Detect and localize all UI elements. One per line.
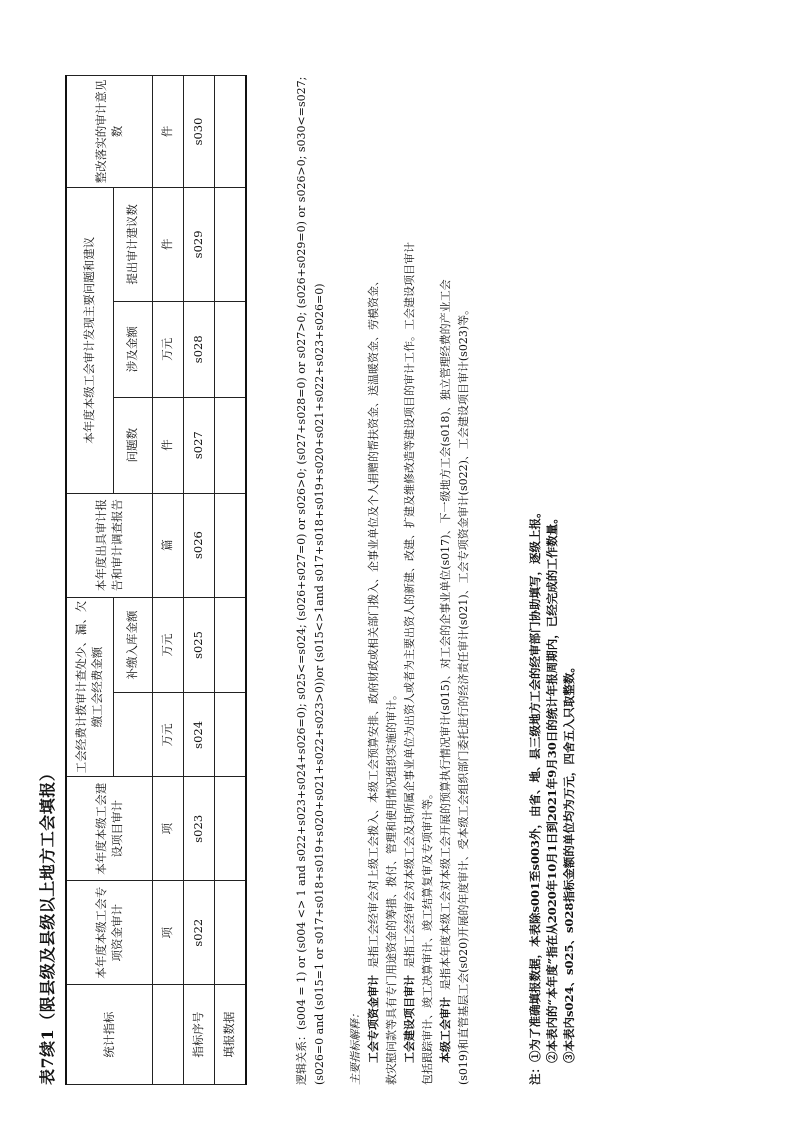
code-cell: s027: [184, 397, 215, 493]
header-problem-count: 问题数: [114, 397, 153, 493]
note-3: ③本表内s024、s025、s028指标金额的单位均为万元，四舍五入只取整数。: [562, 661, 576, 1063]
unit-cell: 万元: [153, 597, 184, 693]
explain-heading: 主要指标解释：: [349, 1008, 362, 1085]
unit-cell: 件: [153, 397, 184, 493]
unit-cell: 篇: [153, 493, 184, 597]
row-label-fill-data: 填报数据: [215, 985, 247, 1085]
data-entry-cell[interactable]: [215, 597, 247, 693]
indicator-explanations: [347, 45, 473, 1085]
data-entry-cell[interactable]: [215, 777, 247, 881]
term-special-fund-audit: 工会专项资金审计: [367, 975, 380, 1063]
def-special-fund-audit: 是指工会经审会对上级工会拨入、本级工会预算安排、政府财政或相关部门拨入、企事业单位及个人捐赠的帮扶资金、送温暖资金、劳模资金、: [367, 275, 380, 968]
page-title: 表7续1（限县级及县级以上地方工会填报）: [38, 764, 57, 1085]
logic-line-2: (s026=0 and (s015=1 or s017+s018+s019+s020+s021+s022+s023>0))or (s015<>1and s017+s018+s019+s020+s021+s022+s023+s026=0): [313, 283, 326, 1085]
code-cell: s029: [184, 187, 215, 301]
header-suggestions: 提出审计建议数: [114, 187, 153, 301]
term-union-audit: 本级工会审计: [439, 997, 452, 1063]
def-construction-audit-cont: 包括跟踪审计、竣工决算审计、竣工结算复审及专项审计等。: [421, 788, 434, 1085]
unit-cell: 万元: [153, 693, 184, 777]
data-entry-cell[interactable]: [215, 76, 247, 188]
rotated-page: [35, 35, 755, 1085]
data-entry-cell[interactable]: [215, 881, 247, 985]
code-cell: s022: [184, 881, 215, 985]
header-fee-audit-group: 工会经费计拨审计查处少、漏、欠缴工会经费金额: [66, 597, 114, 777]
def-union-audit-cont: (s019)和直管基层工会(s020)开展的年度审计、受本级工会组织部门委托进行的经济责任审计(s021)、工会专项资金审计(s022)、工会建设项目审计(s023)等。: [457, 303, 470, 1085]
data-entry-cell[interactable]: [215, 301, 247, 397]
row-label-blank: [153, 985, 184, 1085]
def-special-fund-audit-cont: 救灾慰问款等具有专门用途资金的筹措、拨付、管理和使用情况组织实施的审计。: [385, 689, 398, 1085]
code-cell: s025: [184, 597, 215, 693]
code-cell: s026: [184, 493, 215, 597]
stats-table: [65, 75, 247, 1085]
code-cell: s030: [184, 76, 215, 188]
def-construction-audit: 是指工会经审会对本级工会及其所属企事业单位为出资人或者为主要出资人的新建、改建、扩建及维修改造等建设项目的审计工作。工会建设项目审计: [403, 242, 416, 968]
def-union-audit: 是指本年度本级工会对本级工会开展的预算执行情况审计(s015)、对工会的企事业单位(s017)、下一级地方工会(s018)、独立管理经费的产业工会: [439, 279, 452, 990]
data-entry-cell[interactable]: [215, 397, 247, 493]
header-special-fund-audit: 本年度本级工会专项资金审计: [66, 881, 153, 985]
note-1: 注：①为了准确填报数据，本表除s001至s003外，由省、地、县三级地方工会的经审部门协助填写，逐级上报。: [528, 506, 542, 1085]
code-cell: s028: [184, 301, 215, 397]
note-2: ②本表内的“本年度”指在从2020年10月1日到2021年9月30日的统计年报周期内，已经完成的工作数量。: [545, 512, 559, 1063]
logic-line-1: 逻辑关系：(s004 = 1) or (s004 <> 1 and s022+s023+s024+s026=0); s025<=s024; (s026+s027=0) or s026>0; (s027+s028=0) or s027>0; (s026+s029=0) or s026>0; s030<=s027;: [295, 76, 308, 1085]
header-paid-in: 补缴入库金额: [114, 597, 153, 693]
header-amount-involved: 涉及金额: [114, 301, 153, 397]
unit-cell: 项: [153, 777, 184, 881]
data-entry-cell[interactable]: [215, 187, 247, 301]
header-fee-blank: [114, 693, 153, 777]
footnotes: [527, 45, 578, 1085]
unit-cell: 项: [153, 881, 184, 985]
header-rectification: 整改落实的审计意见数: [66, 76, 153, 188]
data-entry-cell[interactable]: [215, 693, 247, 777]
header-problems-group: 本年度本级工会审计发现主要问题和建议: [66, 187, 114, 493]
header-stat-indicator: 统计指标: [66, 985, 153, 1085]
data-entry-cell[interactable]: [215, 493, 247, 597]
unit-cell: 件: [153, 187, 184, 301]
logic-relations: [293, 45, 329, 1085]
row-label-indicator-no: 指标序号: [184, 985, 215, 1085]
unit-cell: 万元: [153, 301, 184, 397]
header-construction-audit: 本年度本级工会建设项目审计: [66, 777, 153, 881]
term-construction-audit: 工会建设项目审计: [403, 975, 416, 1063]
header-audit-reports: 本年度出具审计报告和审计调查报告: [66, 493, 153, 597]
code-cell: s024: [184, 693, 215, 777]
unit-cell: 件: [153, 76, 184, 188]
code-cell: s023: [184, 777, 215, 881]
